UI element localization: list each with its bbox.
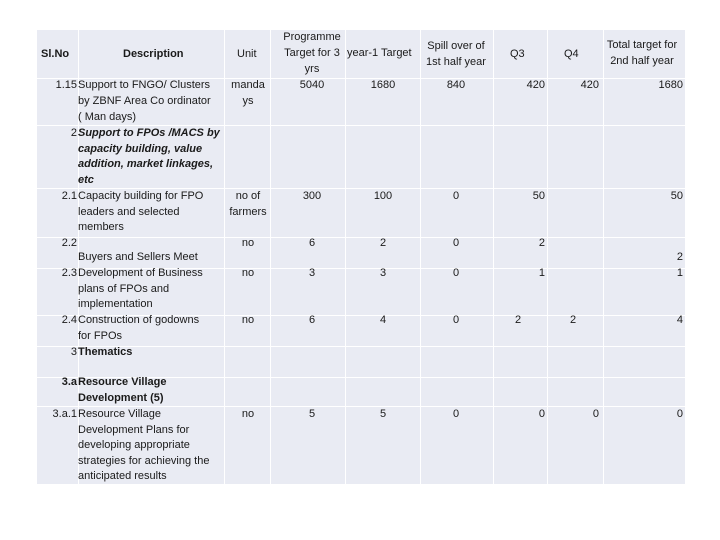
- row-3a-slno: 3.a: [61, 376, 77, 388]
- row-23-total: 1: [676, 267, 683, 279]
- row-22-year1: 2: [379, 237, 387, 249]
- row-2-slno: 2: [70, 127, 77, 139]
- row-24-programme: 6: [308, 314, 316, 326]
- row-115-year1: 1680: [370, 79, 396, 91]
- row-21-desc-line2: leaders and selected: [78, 206, 180, 218]
- row-3a1-q3: 0: [538, 408, 545, 420]
- row-115-desc-line1: Support to FNGO/ Clusters: [78, 79, 211, 91]
- row-22-slno: 2.2: [61, 237, 77, 249]
- row-3a1-desc-line4: strategies for achieving the: [78, 455, 210, 467]
- row-23-q3: 1: [538, 267, 545, 279]
- row-2-desc-line1: Support to FPOs /MACS by: [78, 127, 220, 139]
- row-115-total: 1680: [658, 79, 683, 91]
- grid-line: [603, 30, 604, 484]
- row-3a1-unit: no: [241, 408, 255, 420]
- row-3a1-slno: 3.a.1: [52, 408, 77, 420]
- row-22-spill: 0: [452, 237, 460, 249]
- row-23-unit: no: [241, 267, 255, 279]
- row-115-programme: 5040: [299, 79, 325, 91]
- row-115-spill: 840: [446, 79, 466, 91]
- row-21-total: 50: [670, 190, 683, 202]
- row-115-q3: 420: [526, 79, 545, 91]
- row-21-unit-line1: no of: [235, 190, 261, 202]
- row-115-desc-line2: by ZBNF Area Co ordinator: [78, 95, 211, 107]
- grid-line: [547, 30, 548, 484]
- row-23-slno: 2.3: [61, 267, 77, 279]
- row-3a1-desc-line2: Development Plans for: [78, 424, 190, 436]
- header-programme-target-line3: yrs: [304, 63, 320, 75]
- row-24-slno: 2.4: [61, 314, 77, 326]
- row-21-programme: 300: [302, 190, 322, 202]
- row-22-unit: no: [241, 237, 255, 249]
- row-22-programme: 6: [308, 237, 316, 249]
- row-2-desc-line2: capacity building, value: [78, 143, 203, 155]
- row-24-q4: 2: [569, 314, 577, 326]
- row-115-q4: 420: [580, 79, 599, 91]
- row-21-desc-line3: members: [78, 221, 124, 233]
- row-21-year1: 100: [373, 190, 393, 202]
- header-year1-target: year-1 Target: [347, 47, 412, 59]
- header-slno: Sl.No: [41, 48, 70, 60]
- row-21-q3: 50: [532, 190, 545, 202]
- row-22-total: 2: [676, 251, 683, 263]
- row-3a1-desc-line3: developing appropriate: [78, 439, 190, 451]
- header-q4: Q4: [564, 48, 579, 60]
- row-3a1-desc-line1: Resource Village: [78, 408, 161, 420]
- row-3a1-year1: 5: [379, 408, 387, 420]
- row-23-year1: 3: [379, 267, 387, 279]
- row-3a1-spill: 0: [452, 408, 460, 420]
- row-115-unit-line1: manda: [231, 79, 265, 91]
- header-unit: Unit: [237, 48, 257, 60]
- row-24-desc-line2: for FPOs: [78, 330, 123, 342]
- row-24-spill: 0: [452, 314, 460, 326]
- row-24-total: 4: [676, 314, 683, 326]
- row-24-desc-line1: Construction of godowns: [78, 314, 200, 326]
- row-3a1-q4: 0: [592, 408, 599, 420]
- row-115-slno: 1.15: [55, 79, 77, 91]
- header-programme-target-line2: Target for 3: [284, 47, 340, 59]
- row-3-slno: 3: [70, 346, 77, 358]
- row-3a1-total: 0: [676, 408, 683, 420]
- header-spill-over-line2: 1st half year: [426, 56, 486, 68]
- row-2-desc-line3: addition, market linkages,: [78, 158, 214, 170]
- header-q3: Q3: [510, 48, 525, 60]
- header-total-target-line2: 2nd half year: [610, 55, 674, 67]
- row-23-desc-line1: Development of Business: [78, 267, 203, 279]
- row-24-q3: 2: [514, 314, 522, 326]
- row-3a-desc-line2: Development (5): [78, 392, 164, 404]
- row-23-spill: 0: [452, 267, 460, 279]
- row-3a-desc-line1: Resource Village: [78, 376, 167, 388]
- grid-line: [37, 346, 685, 347]
- row-115-unit-line2: ys: [242, 95, 254, 107]
- header-description: Description: [123, 48, 184, 60]
- row-3-desc: Thematics: [78, 346, 133, 358]
- row-23-programme: 3: [308, 267, 316, 279]
- row-3a1-desc-line5: anticipated results: [78, 470, 167, 482]
- row-2-desc-line4: etc: [78, 174, 94, 186]
- row-3a1-programme: 5: [308, 408, 316, 420]
- row-23-desc-line2: plans of FPOs and: [78, 283, 170, 295]
- row-21-desc-line1: Capacity building for FPO: [78, 190, 204, 202]
- row-22-q3: 2: [538, 237, 545, 249]
- header-total-target-line1: Total target for: [606, 39, 678, 51]
- row-24-year1: 4: [379, 314, 387, 326]
- row-21-slno: 2.1: [61, 190, 77, 202]
- header-programme-target-line1: Programme: [283, 31, 341, 43]
- row-22-desc-line1: Buyers and Sellers Meet: [78, 251, 198, 263]
- header-spill-over-line1: Spill over of: [427, 40, 485, 52]
- row-24-unit: no: [241, 314, 255, 326]
- row-115-desc-line3: ( Man days): [78, 111, 137, 123]
- row-21-spill: 0: [452, 190, 460, 202]
- row-23-desc-line3: implementation: [78, 298, 153, 310]
- row-21-unit-line2: farmers: [229, 206, 267, 218]
